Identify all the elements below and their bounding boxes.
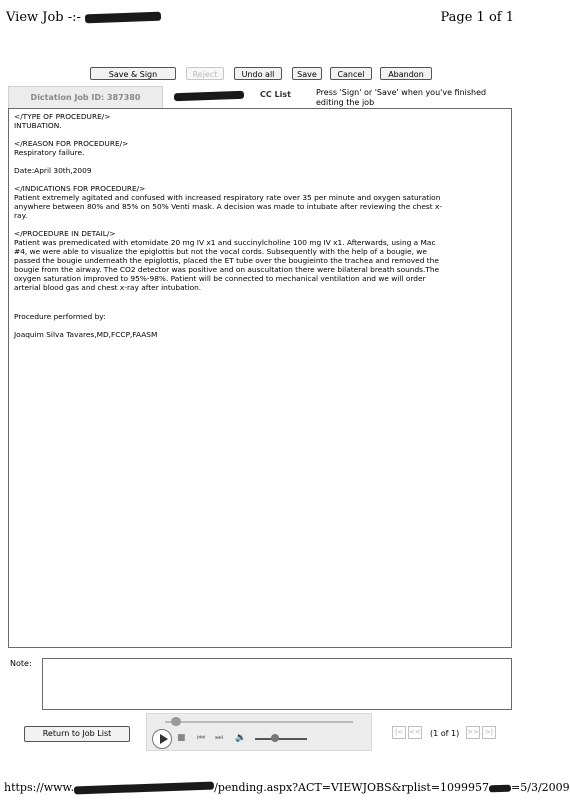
tab-dictation-job[interactable] (8, 86, 163, 108)
reason-section (14, 139, 506, 157)
job-tab-strip (8, 86, 512, 110)
volume-icon[interactable]: 🔉 (235, 733, 247, 743)
hint-line-1: Press 'Sign' or 'Save' when you've finished (316, 88, 487, 97)
undo-all-button[interactable]: Undo all (234, 67, 282, 80)
redacted-patient-name (85, 12, 161, 24)
type-value: INTUBATION. (14, 121, 62, 130)
stop-icon[interactable]: ■ (177, 733, 186, 743)
pager-first-button[interactable]: |< (392, 726, 406, 739)
url-end: =5/3/2009 (511, 781, 570, 794)
dictation-editor[interactable] (8, 108, 512, 648)
performed-by-section (14, 312, 506, 321)
job-id-value: 387380 (107, 93, 141, 102)
save-sign-button[interactable]: Save & Sign (90, 67, 176, 80)
detail-line: #4, we were able to visualize the epiglottis but not the vocal cords. Subsequently with the help of a bougie, we (14, 247, 427, 256)
reason-heading: </REASON FOR PROCEDURE/> (14, 139, 129, 148)
window-title (6, 10, 161, 25)
date-section (14, 166, 506, 175)
page-indicator: Page 1 of 1 (440, 10, 514, 25)
seek-bar[interactable] (165, 721, 353, 723)
skip-forward-icon[interactable]: ⏭ (215, 733, 224, 743)
audio-player (146, 713, 372, 751)
skip-back-icon[interactable]: ⏮ (197, 733, 206, 743)
redacted-url-params (489, 784, 511, 792)
page-url (4, 781, 570, 794)
seek-handle[interactable] (171, 717, 181, 726)
detail-line: arterial blood gas and chest x-ray after intubation. (14, 283, 202, 292)
redacted-url-host (74, 782, 214, 795)
type-section (14, 112, 506, 130)
reject-button[interactable]: Reject (186, 67, 224, 80)
hint-line-2: editing the job (316, 98, 375, 107)
abandon-button[interactable]: Abandon (380, 67, 432, 80)
indications-heading: </INDICATIONS FOR PROCEDURE/> (14, 184, 146, 193)
detail-section (14, 229, 506, 292)
pager-status: (1 of 1) (430, 729, 460, 738)
physician-section (14, 330, 506, 339)
indications-line: ray. (14, 211, 28, 220)
procedure-date: Date:April 30th,2009 (14, 166, 92, 175)
return-to-job-list-button[interactable]: Return to Job List (24, 726, 130, 742)
pager-prev-button[interactable]: << (408, 726, 422, 739)
performed-by-label: Procedure performed by: (14, 312, 106, 321)
indications-line: anywhere between 80% and 85% on 50% Venti mask. A decision was made to intubate after reviewing the chest x- (14, 202, 443, 211)
tab-cc-list[interactable]: CC List (260, 90, 291, 99)
save-button[interactable]: Save (292, 67, 322, 80)
detail-line: Patient was premedicated with etomidate 20 mg IV x1 and succinylcholine 100 mg IV x1. Afterwards, using a Mac (14, 238, 436, 247)
physician-signature: Joaquim Silva Tavares,MD,FCCP,FAASM (14, 330, 158, 339)
note-label: Note: (10, 659, 32, 668)
url-path: /pending.aspx?ACT=VIEWJOBS&rplist=1099957 (214, 781, 490, 794)
play-icon[interactable] (152, 729, 172, 749)
indications-line: Patient extremely agitated and confused with increased respiratory rate over 35 per minute and oxygen saturation (14, 193, 441, 202)
url-start: https://www. (4, 781, 75, 794)
redacted-tab-label (174, 91, 244, 101)
detail-line: bougie from the airway. The CO2 detector was positive and on auscultation there were bilateral breath sounds.The (14, 265, 440, 274)
job-id-label: Dictation Job ID: (30, 93, 105, 102)
pager-last-button[interactable]: >| (482, 726, 496, 739)
note-field[interactable] (42, 658, 512, 710)
reason-value: Respiratory failure. (14, 148, 85, 157)
volume-slider[interactable] (255, 738, 307, 740)
detail-line: passed the bougie underneath the epiglottis, placed the ET tube over the bougieinto the trachea and removed the (14, 256, 439, 265)
detail-heading: </PROCEDURE IN DETAIL/> (14, 229, 116, 238)
cancel-button[interactable]: Cancel (330, 67, 372, 80)
sign-save-hint (316, 88, 512, 108)
detail-line: oxygen saturation improved to 95%-98%. Patient will be connected to mechanical ventilation and we will order (14, 274, 426, 283)
volume-handle[interactable] (271, 734, 279, 742)
indications-section (14, 184, 506, 220)
type-heading: </TYPE OF PROCEDURE/> (14, 112, 111, 121)
pager-next-button[interactable]: >> (466, 726, 480, 739)
window-title-text: View Job -:- (6, 10, 81, 25)
